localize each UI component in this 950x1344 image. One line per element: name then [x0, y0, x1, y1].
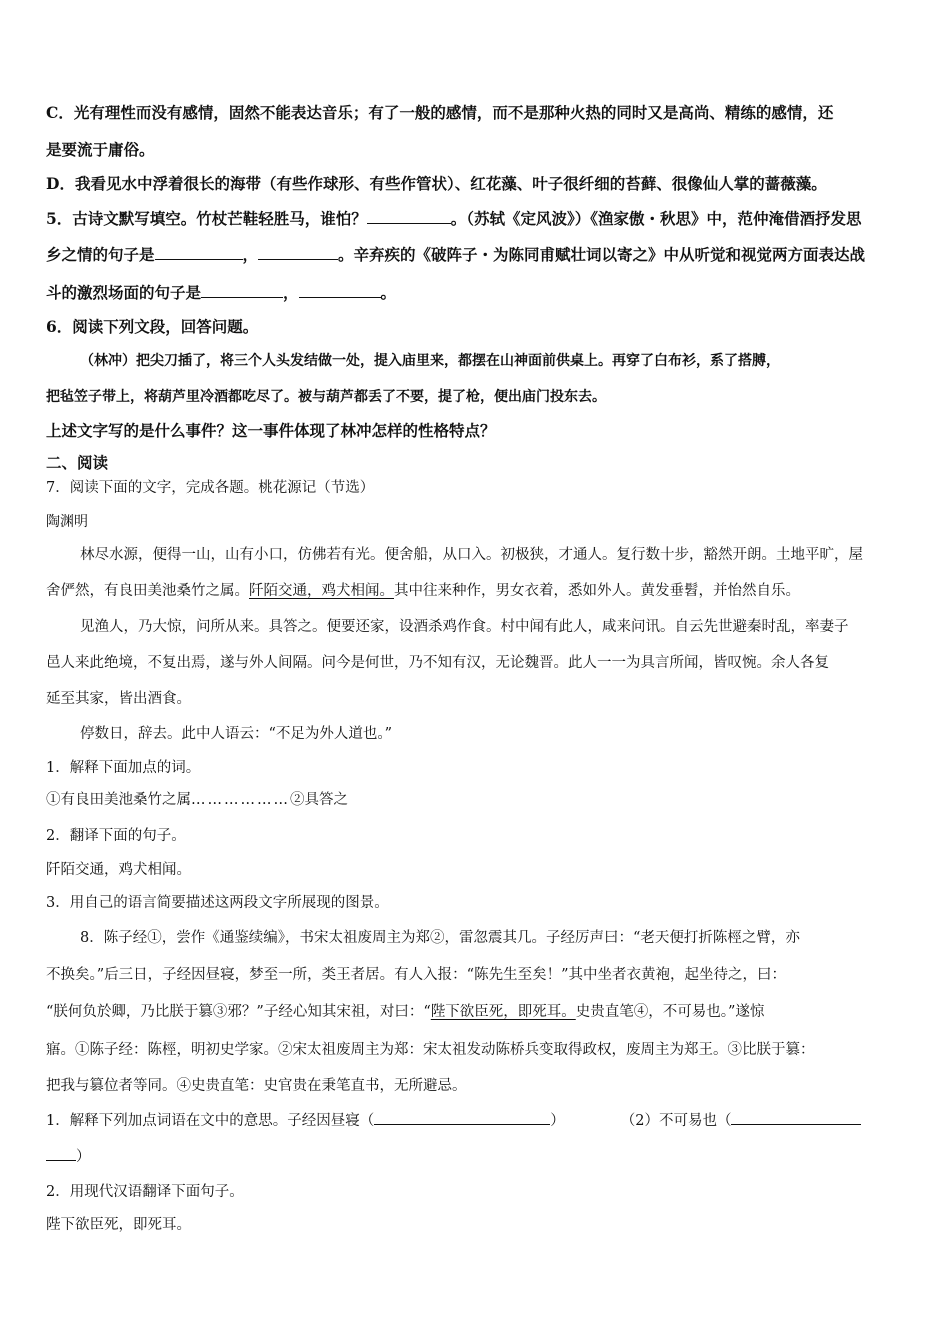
q8-sub1-text: 1．解释下列加点词语在文中的意思。子经因昼寝（: [46, 1113, 375, 1129]
q7-sub1: 1．解释下面加点的词。: [46, 760, 201, 776]
q5-sep-2: ，: [283, 283, 299, 302]
q8-line1: 8．陈子经①，尝作《通鉴续编》，书宋太祖废周主为郑②，雷忽震其几。子经厉声曰：“老天便打折陈桱之臂，亦: [80, 930, 800, 946]
q7-p2-line2: 邑人来此绝境，不复出焉，遂与外人间隔。问今是何世，乃不知有汉，无论魏晋。此人一一为具言所闻，皆叹惋。余人各复: [46, 655, 829, 671]
q7-answer-dots[interactable]: ………………: [191, 792, 290, 808]
option-c-label: C: [46, 103, 59, 122]
q5-line1: [46, 209, 910, 229]
q7-p1-line1: 林尽水源，便得一山，山有小口，仿佛若有光。便舍船，从口入。初极狭，才通人。复行数十步，豁然开朗。土地平旷，屋: [80, 547, 863, 563]
q5-line2: [46, 245, 910, 265]
q8-sub1-cont: [46, 1146, 910, 1167]
q5-line2-text-b: 。辛弃疾的《破阵子・为陈同甫赋壮词以寄之》中从听觉和视觉两方面表达战: [338, 245, 866, 264]
q6-passage-line1: （林冲）把尖刀插了，将三个人头发结做一处，提入庙里来，都摆在山神面前供桌上。再穿了白布衫，系了搭膊，: [80, 353, 780, 369]
q7-p2-line3: 延至其家，皆出酒食。: [46, 691, 191, 707]
q6-title: 6．阅读下列文段，回答问题。: [46, 317, 259, 336]
q8-line3: [46, 1002, 910, 1022]
q6-passage-line2: 把毡笠子带上，将葫芦里冷酒都吃尽了。被与葫芦都丢了不要，提了枪，便出庙门投东去。: [46, 389, 606, 405]
q5-end: 。: [380, 283, 397, 302]
q8-line5: 把我与篡位者等同。④史贵直笔：史官贵在秉笔直书，无所避忌。: [46, 1078, 467, 1094]
option-d-label: D: [46, 174, 60, 193]
q8-sub2: 2．用现代汉语翻译下面句子。: [46, 1184, 244, 1200]
q7-p1-text-b: 其中往来种作，男女衣着，悉如外人。黄发垂髫，并怡然自乐。: [394, 583, 800, 599]
q6-question: 上述文字写的是什么事件？这一事件体现了林冲怎样的性格特点？: [46, 421, 496, 440]
q8-paren-close-2: ）: [76, 1149, 91, 1165]
option-c-text: ．光有理性而没有感情，固然不能表达音乐；有了一般的感情，而不是那种火热的同时又是高尚、精练的感情，还: [58, 103, 834, 122]
q5-blank-5[interactable]: [299, 283, 381, 298]
q8-line3-text-b: 史贵直笔④，不可易也。”遂惊: [575, 1004, 765, 1020]
q5-blank-2[interactable]: [155, 245, 243, 260]
q7-author: 陶渊明: [46, 514, 88, 530]
q7-sub3: 3．用自己的语言简要描述这两段文字所展现的图景。: [46, 895, 389, 911]
q7-p1-line2: [46, 581, 910, 601]
q5-line2-text: 乡之情的句子是: [46, 245, 155, 264]
q8-blank-2-cont[interactable]: [46, 1146, 76, 1161]
q5-line3: [46, 283, 910, 303]
q7-sub2: 2．翻译下面的句子。: [46, 828, 186, 844]
q5-text-a: 5．古诗文默写填空。竹杖芒鞋轻胜马，谁怕？: [46, 209, 367, 228]
q5-text-b: 。（苏轼《定风波》）《渔家傲・秋思》中，范仲淹借酒抒发思: [450, 209, 862, 228]
q8-sub1: [46, 1110, 910, 1131]
q7-p3: 停数日，辞去。此中人语云：“不足为外人道也。”: [80, 726, 393, 742]
section-title: 二、阅读: [46, 453, 109, 472]
q8-line3-text-a: “朕何负於卿，乃比朕于篡③邪？”子经心知其宋祖，对曰：“: [46, 1004, 431, 1020]
option-d-text: ．我看见水中浮着很长的海带（有些作球形、有些作管状）、红花藻、叶子很纤细的苔藓、很像仙人掌的蔷薇藻。: [59, 174, 827, 193]
q5-sep: ，: [242, 245, 259, 264]
q8-blank-1[interactable]: [374, 1110, 550, 1125]
q8-line2: 不换矣。”后三日，子经因昼寝，梦至一所，类王者居。有人入报：“陈先生至矣！”其中坐者衣黄袍，起坐待之，曰：: [46, 967, 786, 983]
q8-underlined-sentence: 陛下欲臣死，即死耳。: [430, 1004, 576, 1020]
q8-sub1-item2: （2）不可易也（: [620, 1113, 732, 1129]
q8-paren-close: ）: [550, 1113, 565, 1129]
q8-sub2-sentence: 陛下欲臣死，即死耳。: [46, 1217, 191, 1233]
option-c-line1: [46, 103, 910, 123]
option-c-line2: 是要流于庸俗。: [46, 140, 155, 159]
q7-sub1-item2: ②具答之: [290, 792, 348, 808]
q7-sub1-item1: ①有良田美池桑竹之属: [46, 792, 191, 808]
q8-line4: 寤。①陈子经：陈桱，明初史学家。②宋太祖废周主为郑：宋太祖发动陈桥兵变取得政权，废周主为郑王。③比朕于篡：: [46, 1042, 815, 1058]
q8-blank-2[interactable]: [731, 1110, 861, 1125]
q7-sub2-sentence: 阡陌交通，鸡犬相闻。: [46, 862, 191, 878]
q7-underlined-sentence: 阡陌交通，鸡犬相闻。: [249, 583, 394, 599]
q5-line3-text: 斗的激烈场面的句子是: [46, 283, 202, 302]
q7-title: 7．阅读下面的文字，完成各题。桃花源记（节选）: [46, 480, 375, 496]
q7-p1-text-a: 舍俨然，有良田美池桑竹之属。: [46, 583, 249, 599]
q5-blank-4[interactable]: [201, 283, 283, 298]
option-d-line: [46, 174, 910, 194]
q5-blank-1[interactable]: [367, 209, 451, 224]
q7-sub1-items: [46, 790, 910, 810]
q7-p2-line1: 见渔人，乃大惊，问所从来。具答之。便要还家，设酒杀鸡作食。村中闻有此人，咸来问讯。自云先世避秦时乱，率妻子: [80, 619, 849, 635]
q5-blank-3[interactable]: [258, 245, 338, 260]
